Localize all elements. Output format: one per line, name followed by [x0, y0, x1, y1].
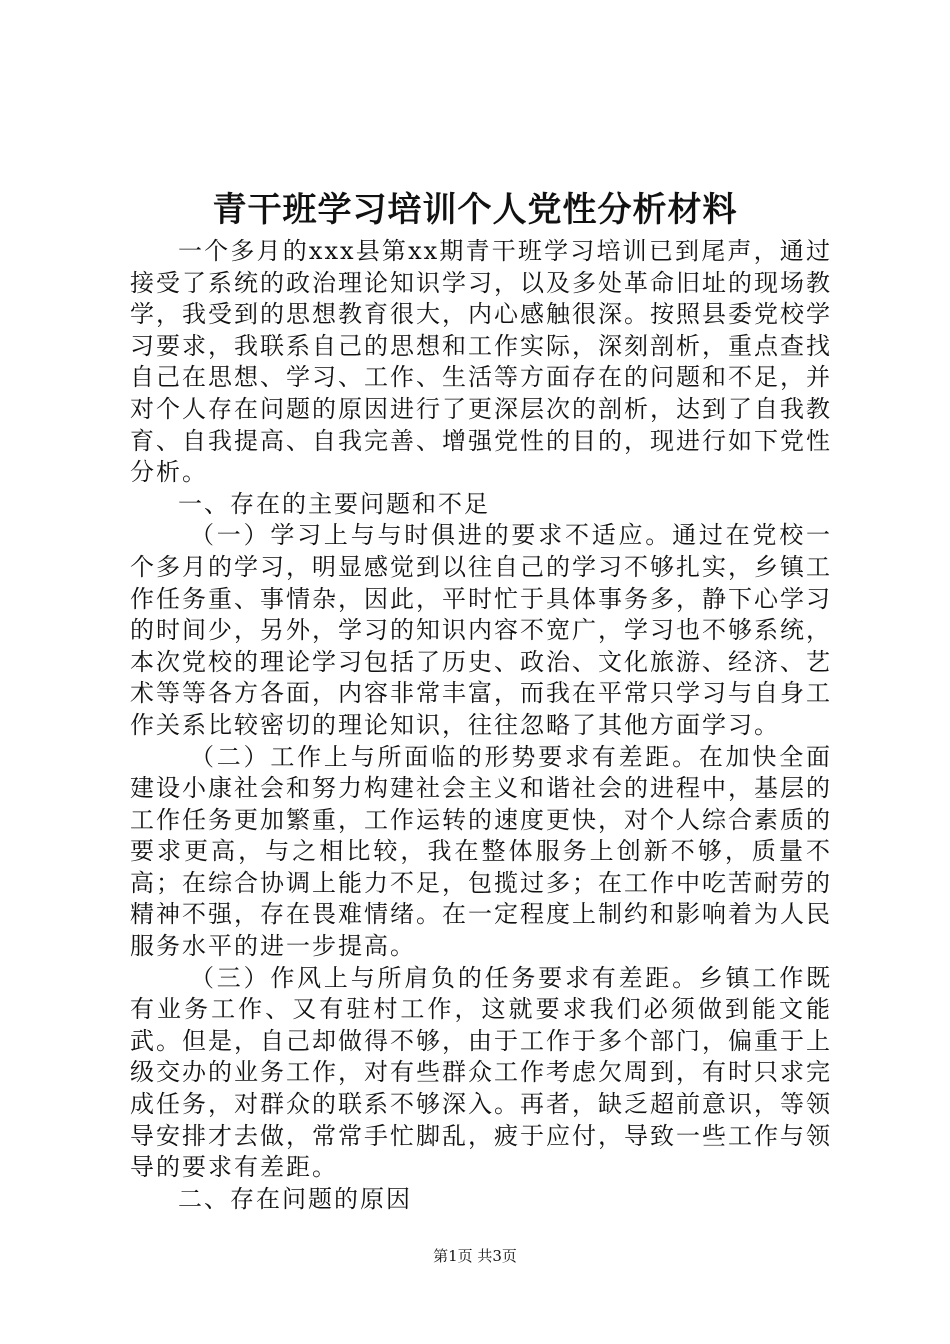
document-title: 青干班学习培训个人党性分析材料	[212, 190, 738, 230]
section-heading-problems: 一、存在的主要问题和不足	[178, 489, 490, 518]
intro-paragraph: 一个多月的xxx县第xx期青干班学习培训已到尾声，通过接受了系统的政治理论知识学习，以及多处革命旧址的现场教学，我受到的思想教育很大，内心感触很深。按照县委党校学习要求，我联系自己的思想和工作实际，深刻剖析，重点查找自己在思想、学习、工作、生活等方面存在的问题和不足，并对个人存在问题的原因进行了更深层次的剖析，达到了自我教育、自我提高、自我完善、增强党性的目的，现进行如下党性分析。	[130, 237, 832, 487]
page-footer: 第1页 共3页	[433, 1247, 517, 1265]
section-heading-causes: 二、存在问题的原因	[178, 1184, 412, 1213]
problem-paragraph-study: （一）学习上与与时俱进的要求不适应。通过在党校一个多月的学习，明显感觉到以往自己的学习不够扎实，乡镇工作任务重、事情杂，因此，平时忙于具体事务多，静下心学习的时间少，另外，学习的知识内容不宽广，学习也不够系统，本次党校的理论学习包括了历史、政治、文化旅游、经济、艺术等等各方各面，内容非常丰富，而我在平常只学习与自身工作关系比较密切的理论知识，往往忽略了其他方面学习。	[130, 521, 832, 739]
document-body	[130, 236, 832, 1215]
problem-paragraph-style: （三）作风上与所肩负的任务要求有差距。乡镇工作既有业务工作、又有驻村工作，这就要求我们必须做到能文能武。但是，自己却做得不够，由于工作于多个部门，偏重于上级交办的业务工作，对有些群众工作考虑欠周到，有时只求完成任务，对群众的联系不够深入。再者，缺乏超前意识，等领导安排才去做，常常手忙脚乱，疲于应付，导致一些工作与领导的要求有差距。	[130, 963, 832, 1182]
problem-paragraph-work: （二）工作上与所面临的形势要求有差距。在加快全面建设小康社会和努力构建社会主义和谐社会的进程中，基层的工作任务更加繁重，工作运转的速度更快，对个人综合素质的要求更高，与之相比较，我在整体服务上创新不够，质量不高；在综合协调上能力不足，包揽过多；在工作中吃苦耐劳的精神不强，存在畏难情绪。在一定程度上制约和影响着为人民服务水平的进一步提高。	[130, 742, 832, 961]
